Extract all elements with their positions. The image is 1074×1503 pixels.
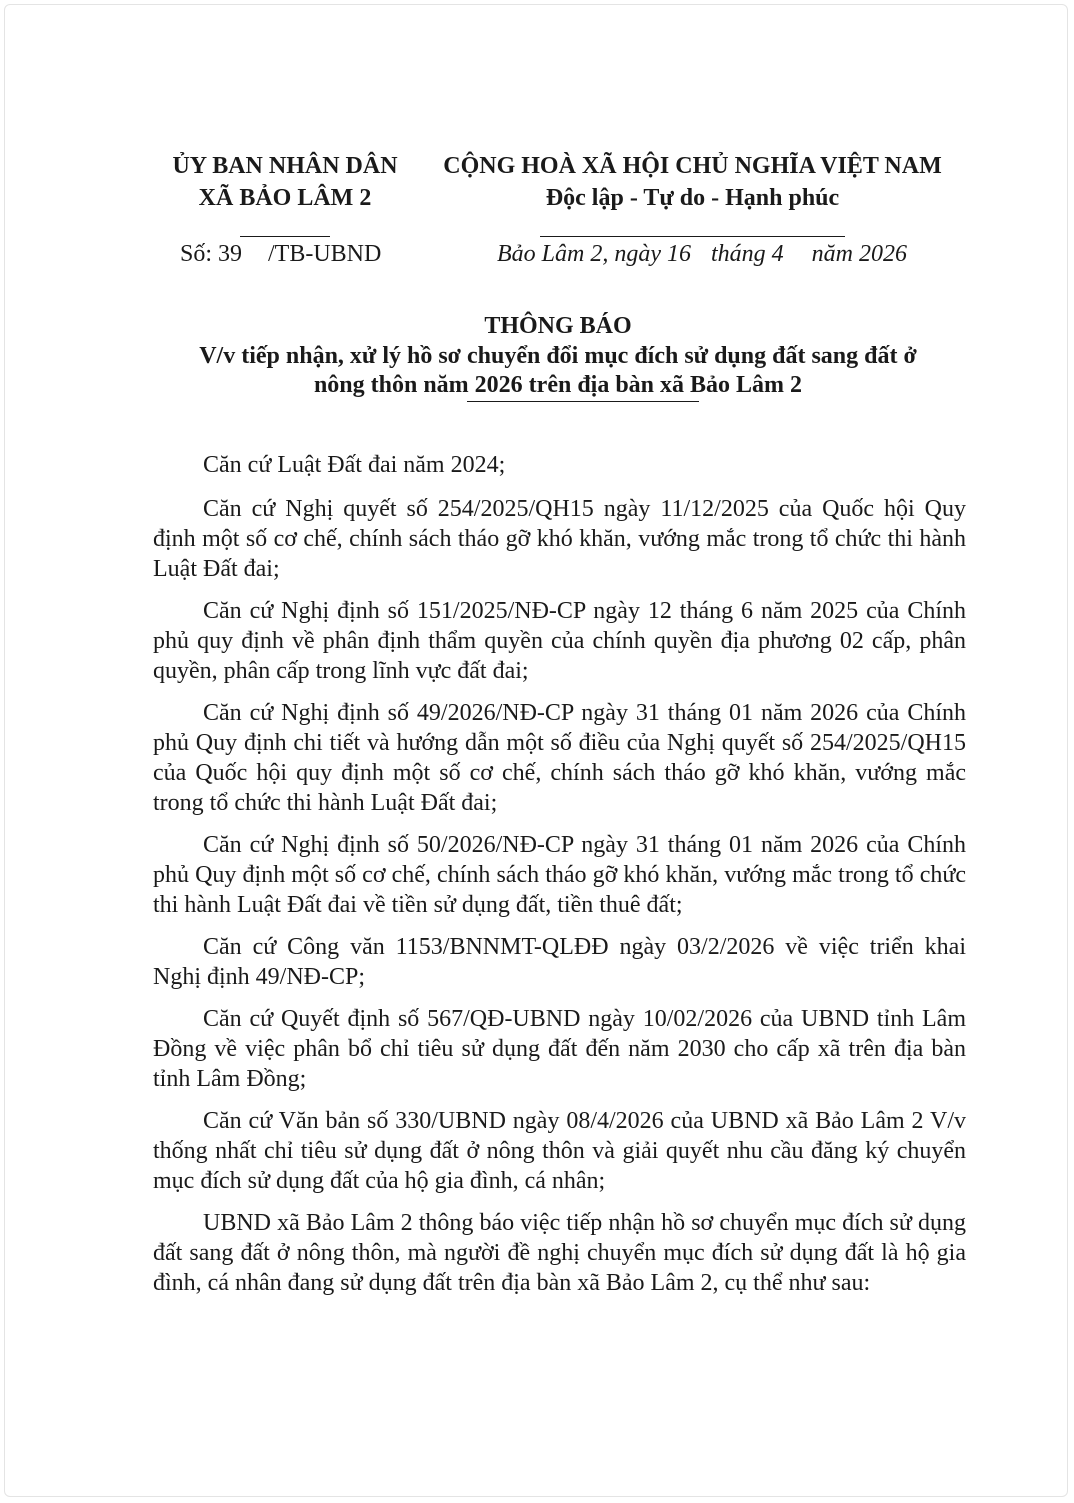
paragraph: UBND xã Bảo Lâm 2 thông báo việc tiếp nhận hồ sơ chuyển mục đích sử dụng đất sang đất ở nông thôn, mà người đề nghị chuyển mục đích sử dụng đất là hộ gia đình, cá nhân đang sử dụng đất trên địa bàn xã Bảo Lâm 2, cụ thể như sau: bbox=[153, 1210, 966, 1296]
issuing-agency bbox=[150, 150, 420, 246]
agency-commune: XÃ BẢO LÂM 2 bbox=[198, 185, 372, 211]
paragraph: Căn cứ Văn bản số 330/UBND ngày 08/4/2026 của UBND xã Bảo Lâm 2 V/v thống nhất chỉ tiêu sử dụng đất ở nông thôn và giải quyết nhu cầu đăng ký chuyển mục đích sử dụng đất của hộ gia đình, cá nhân; bbox=[153, 1108, 966, 1194]
country-name: CỘNG HOÀ XÃ HỘI CHỦ NGHĨA VIỆT NAM bbox=[443, 153, 942, 179]
date-month-label: tháng bbox=[711, 241, 766, 267]
issue-date bbox=[497, 238, 907, 270]
doc-number-suffix: /TB-UBND bbox=[268, 241, 382, 267]
date-month: 4 bbox=[771, 241, 784, 267]
national-motto bbox=[420, 150, 965, 246]
paragraph: Căn cứ Quyết định số 567/QĐ-UBND ngày 10/02/2026 của UBND tỉnh Lâm Đồng về việc phân bổ chỉ tiêu sử dụng đất đến năm 2030 cho cấp xã trên địa bàn tỉnh Lâm Đồng; bbox=[153, 1006, 966, 1092]
date-place: Bảo Lâm 2, ngày bbox=[497, 241, 661, 267]
doc-number-prefix: Số: bbox=[180, 241, 213, 267]
paragraph: Căn cứ Nghị định số 151/2025/NĐ-CP ngày 12 tháng 6 năm 2025 của Chính phủ quy định về phân định thẩm quyền của chính quyền địa phương 02 cấp, phân quyền, phân cấp trong lĩnh vực đất đai; bbox=[153, 598, 966, 684]
doc-number-value: 39 bbox=[218, 241, 243, 267]
paragraph: Căn cứ Nghị định số 49/2026/NĐ-CP ngày 31 tháng 01 năm 2026 của Chính phủ Quy định chi tiết và hướng dẫn một số điều của Nghị quyết số 254/2025/QH15 của Quốc hội quy định một số cơ chế, chính sách tháo gỡ khó khăn, vướng mắc trong tổ chức thi hành Luật Đất đai; bbox=[153, 700, 966, 816]
date-day: 16 bbox=[667, 241, 691, 267]
paragraph: Căn cứ Luật Đất đai năm 2024; bbox=[203, 452, 506, 478]
agency-underline bbox=[240, 236, 330, 237]
paragraph: Căn cứ Nghị quyết số 254/2025/QH15 ngày 11/12/2025 của Quốc hội Quy định một số cơ chế, chính sách tháo gỡ khó khăn, vướng mắc trong tổ chức thi hành Luật Đất đai; bbox=[153, 496, 966, 582]
document-title bbox=[150, 310, 966, 400]
document-body bbox=[153, 450, 966, 1310]
agency-name: ỦY BAN NHÂN DÂN bbox=[172, 153, 398, 179]
title-underline bbox=[467, 401, 699, 402]
date-year: 2026 bbox=[859, 241, 908, 267]
title-subject-line1: V/v tiếp nhận, xử lý hồ sơ chuyển đổi mục đích sử dụng đất sang đất ở bbox=[199, 343, 917, 369]
paragraph: Căn cứ Công văn 1153/BNNMT-QLĐĐ ngày 03/2/2026 về việc triển khai Nghị định 49/NĐ-CP; bbox=[153, 934, 966, 990]
date-year-label: năm bbox=[811, 241, 854, 267]
motto: Độc lập - Tự do - Hạnh phúc bbox=[545, 185, 840, 211]
motto-underline bbox=[540, 236, 845, 237]
title-subject-line2: nông thôn năm 2026 trên địa bàn xã Bảo Lâm 2 bbox=[313, 372, 803, 398]
paragraph: Căn cứ Nghị định số 50/2026/NĐ-CP ngày 31 tháng 01 năm 2026 của Chính phủ Quy định một số cơ chế, chính sách tháo gỡ khó khăn, vướng mắc trong tổ chức thi hành Luật Đất đai về tiền sử dụng đất, tiền thuê đất; bbox=[153, 832, 966, 918]
document-number bbox=[180, 238, 381, 270]
title-main: THÔNG BÁO bbox=[484, 313, 632, 339]
